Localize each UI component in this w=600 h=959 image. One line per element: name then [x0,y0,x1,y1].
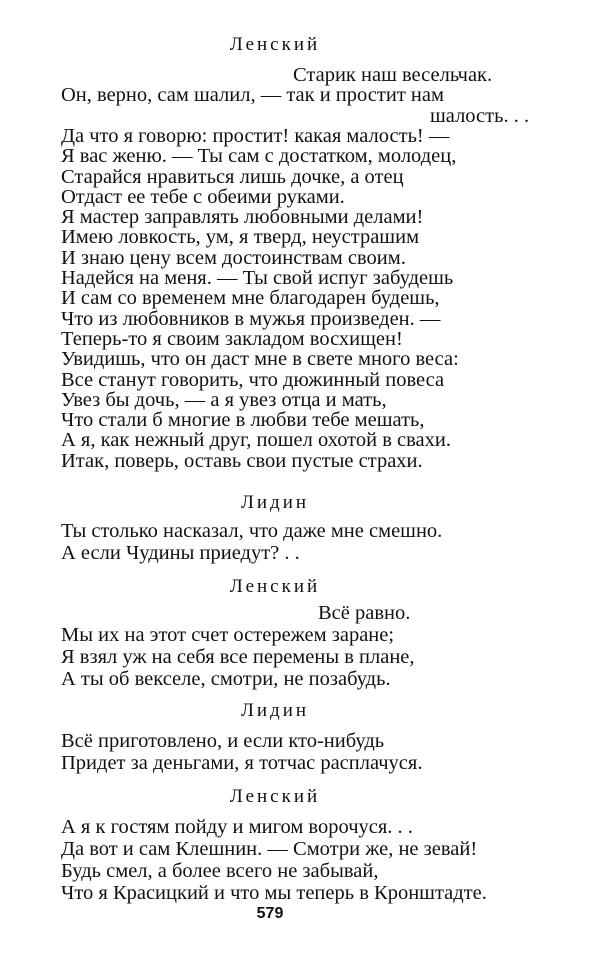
speaker-name: Ленский [229,786,321,807]
verse-line: Я взял уж на себя все перемены в плане, [61,646,415,668]
verse-line: Надейся на меня. — Ты свой испуг забудешь [61,267,454,289]
verse-line: шалость. . . [430,104,530,127]
verse-line: Теперь-то я своим закладом восхищен! [61,327,403,350]
verse-line: Всё равно. [318,602,411,624]
verse-line: Что я Красицкий и что мы теперь в Кронштадте. [61,882,487,904]
verse-line: Все станут говорить, что дюжинный повеса [61,368,445,391]
verse-line: Итак, поверь, оставь свои пустые страхи. [61,449,423,472]
speaker-name: Ленский [229,34,321,55]
verse-line: А если Чудины приедут? . . [61,542,300,564]
verse-line: Отдаст ее тебе с обеими руками. [61,185,345,208]
verse-line: Я вас женю. — Ты сам с достатком, молодец, [61,145,457,168]
verse-line: Придет за деньгами, я тотчас расплачуся. [61,752,423,774]
verse-line: А я к гостям пойду и мигом ворочуся. . . [61,816,413,838]
speaker-name: Лидин [240,492,310,513]
verse-line: Он, верно, сам шалил, — так и простит нам [61,84,444,107]
verse-line: Увидишь, что он даст мне в свете много веса: [61,348,459,371]
verse-line: Что стали б многие в любви тебе мешать, [61,409,425,432]
verse-line: Всё приготовлено, и если кто-нибудь [61,730,385,752]
verse-line: Ты столько насказал, что даже мне смешно. [61,520,443,542]
verse-line: Что из любовников в мужья произведен. — [61,307,441,330]
speaker-name: Ленский [229,576,321,597]
verse-line: Увез бы дочь, — а я увез отца и мать, [61,388,387,411]
verse-line: И сам со временем мне благодарен будешь, [61,287,440,310]
verse-line: Да что я говорю: простит! какая малость! — [61,124,450,147]
verse-line: А я, как нежный друг, пошел охотой в свахи. [61,429,451,452]
verse-line: Мы их на этот счет остережем заране; [61,624,395,646]
verse-line: А ты об векселе, смотри, не позабудь. [61,668,391,690]
speaker-name: Лидин [240,700,310,721]
verse-line: Будь смел, а более всего не забывай, [61,860,379,882]
verse-line: Да вот и сам Клешнин. — Смотри же, не зевай! [61,838,478,860]
verse-line: Старик наш весельчак. [293,64,493,86]
verse-line: Старайся нравиться лишь дочке, а отец [61,165,404,188]
verse-line: Я мастер заправлять любовными делами! [61,206,424,229]
page-number: 579 [256,905,284,922]
verse-line: И знаю цену всем достоинствам своим. [61,246,406,269]
verse-line: Имею ловкость, ум, я тверд, неустрашим [61,226,420,249]
